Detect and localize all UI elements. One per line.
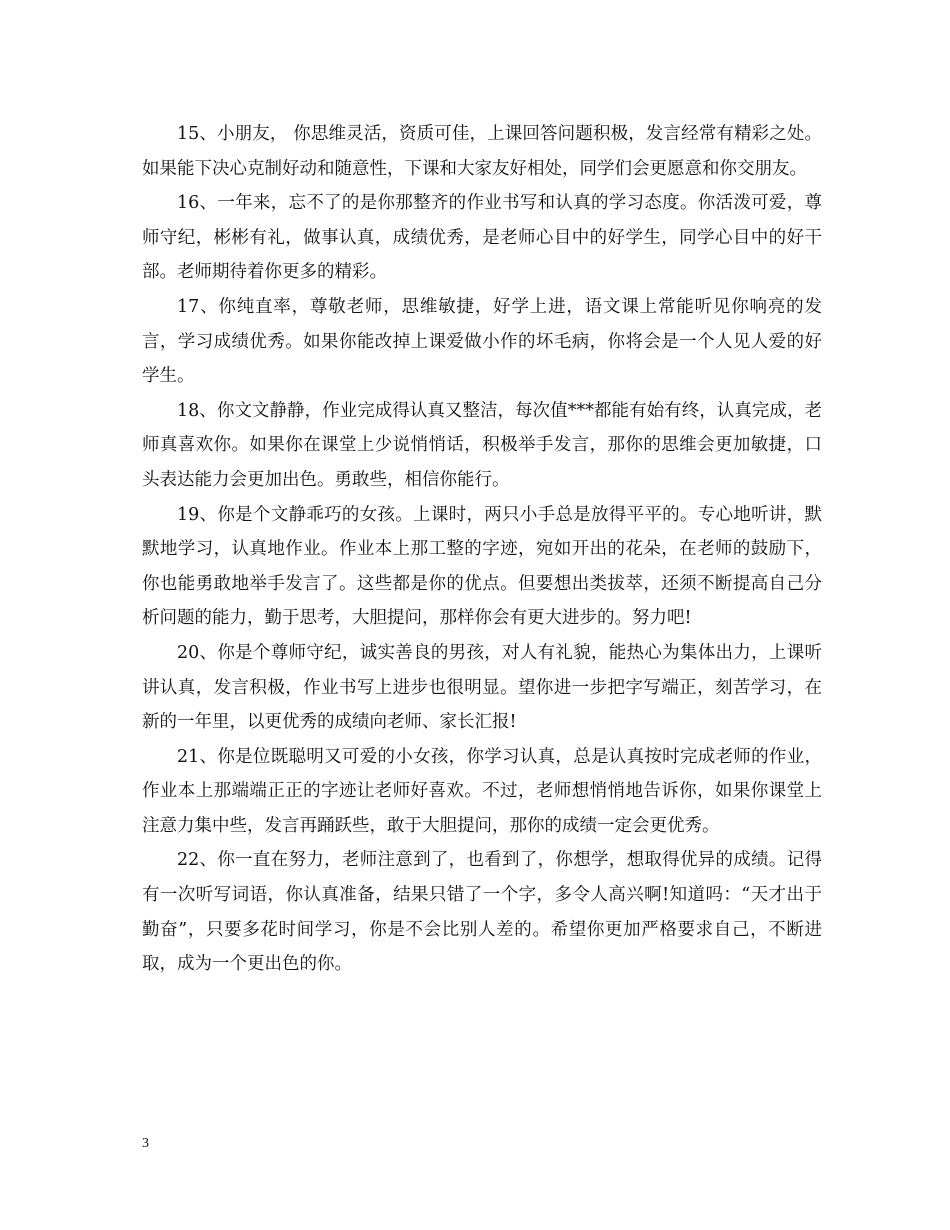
page-number: 3 <box>142 1136 149 1151</box>
comment-paragraph-18: 18、你文文静静，作业完成得认真又整洁，每次值***都能有始有终，认真完成，老师真喜欢你。如果你在课堂上少说悄悄话，积极举手发言，那你的思维会更加敏捷，口头表达能力会更加出色。勇敢些，相信你能行。 <box>142 400 822 490</box>
comment-paragraph-19: 19、你是个文静乖巧的女孩。上课时，两只小手总是放得平平的。专心地听讲，默默地学习，认真地作业。作业本上那工整的字迹，宛如开出的花朵，在老师的鼓励下，你也能勇敢地举手发言了。这些都是你的优点。但要想出类拔萃，还须不断提高自己分析问题的能力，勤于思考，大胆提问，那样你会有更大进步的。努力吧! <box>142 504 822 629</box>
comment-paragraph-20: 20、你是个尊师守纪，诚实善良的男孩，对人有礼貌，能热心为集体出力，上课听讲认真，发言积极，作业书写上进步也很明显。望你进一步把字写端正，刻苦学习，在新的一年里，以更优秀的成绩向老师、家长汇报! <box>142 642 822 733</box>
comment-list <box>142 117 822 982</box>
comment-paragraph-22: 22、你一直在努力，老师注意到了，也看到了，你想学，想取得优异的成绩。记得有一次听写词语，你认真准备，结果只错了一个字，多令人高兴啊!知道吗：“天才出于勤奋”，只要多花时间学习，你是不会比别人差的。希望你更加严格要求自己，不断进取，成为一个更出色的你。 <box>142 850 822 975</box>
comment-paragraph-21: 21、你是位既聪明又可爱的小女孩，你学习认真，总是认真按时完成老师的作业，作业本上那端端正正的字迹让老师好喜欢。不过，老师想悄悄地告诉你，如果你课堂上注意力集中些，发言再踊跃些，敢于大胆提问，那你的成绩一定会更优秀。 <box>142 746 822 836</box>
comment-paragraph-17: 17、你纯直率，尊敬老师，思维敏捷，好学上进，语文课上常能听见你响亮的发言，学习成绩优秀。如果你能改掉上课爱做小作的坏毛病，你将会是一个人见人爱的好学生。 <box>142 296 822 387</box>
comment-paragraph-16: 16、一年来，忘不了的是你那整齐的作业书写和认真的学习态度。你活泼可爱，尊师守纪，彬彬有礼，做事认真，成绩优秀，是老师心目中的好学生，同学心目中的好干部。老师期待着你更多的精彩。 <box>142 193 822 283</box>
comment-paragraph-15: 15、小朋友， 你思维灵活，资质可佳，上课回答问题积极，发言经常有精彩之处。如果能下决心克制好动和随意性，下课和大家友好相处，同学们会更愿意和你交朋友。 <box>142 124 822 179</box>
